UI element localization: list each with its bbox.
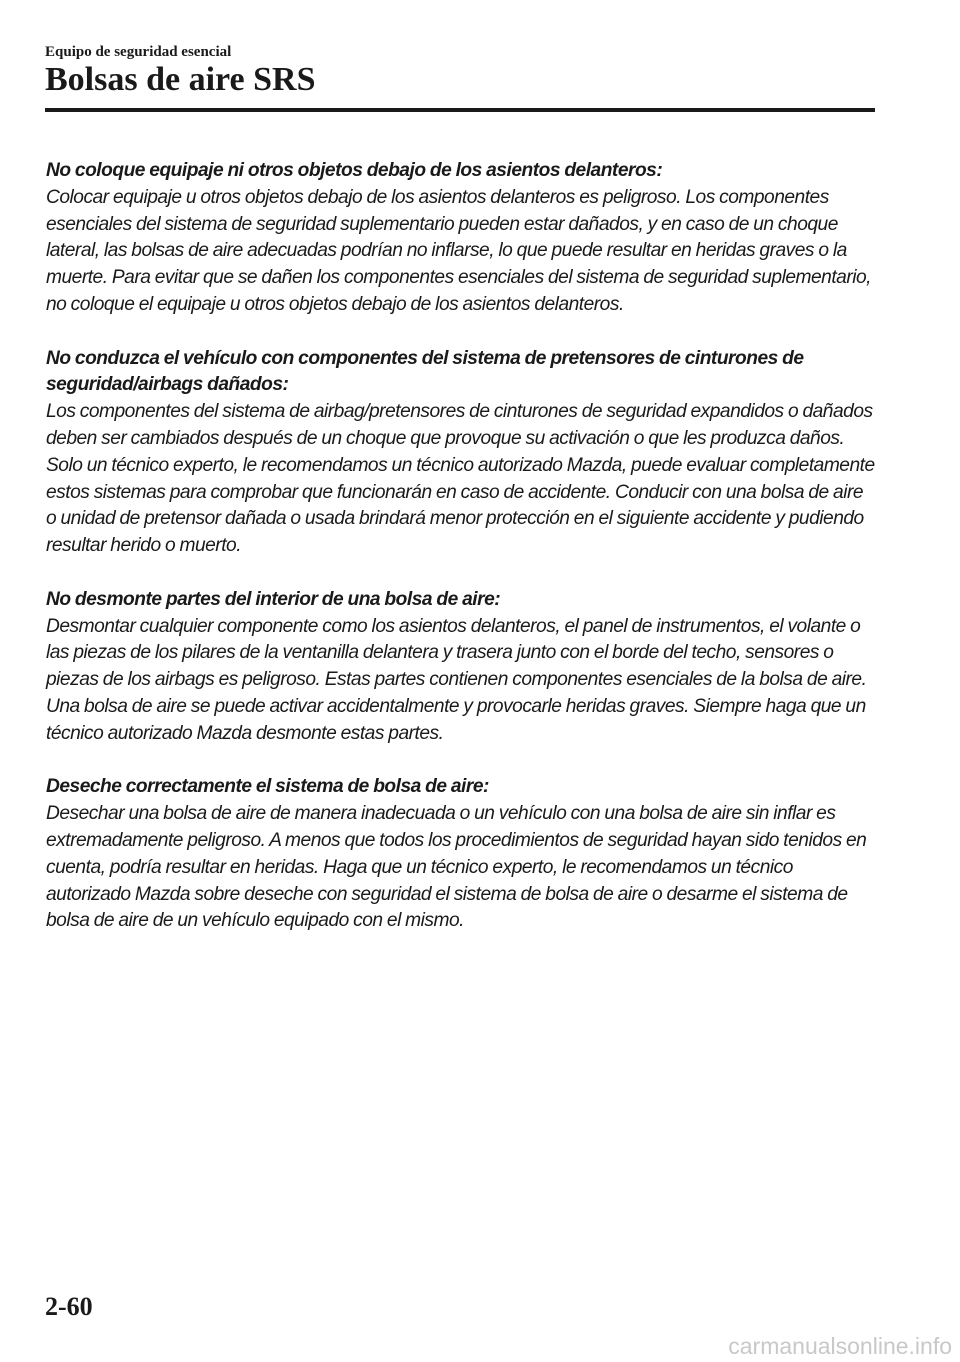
warning-body: Desmontar cualquier componente como los asientos delanteros, el panel de instrumentos, el volante o las piezas de los pilares de la ventanilla delantera y trasera junto con el borde del techo, sensores o piezas de los airbags es peligroso. Estas partes contienen componentes esenciales de la bolsa de aire. Una bolsa de aire se puede activar accidentalmente y provocarle heridas graves. Siempre haga que un técnico autorizado Mazda desmonte estas partes.	[46, 615, 867, 744]
watermark: carmanualsonline.info	[728, 1333, 952, 1359]
warning-body: Los componentes del sistema de airbag/pretensores de cinturones de seguridad expandidos o dañados deben ser cambiados después de un choque que provoque su activación o que les produzca daños. Solo un técnico experto, le recomendamos un técnico autorizado Mazda, puede evaluar completamente estos sistemas para comprobar que funcionarán en caso de accidente. Conducir con una bolsa de aire o unidad de pretensor dañada o usada brindará menor protección en el siguiente accidente y pudiendo resultar herido o muerto.	[46, 401, 875, 557]
warning-block-luggage	[46, 158, 876, 319]
warning-content	[46, 158, 876, 962]
section-label: Equipo de seguridad esencial	[45, 44, 232, 60]
warning-body: Colocar equipaje u otros objetos debajo de los asientos delanteros es peligroso. Los componentes esenciales del sistema de seguridad suplementario pueden estar dañados, y en caso de un choque lateral, las bolsas de aire adecuadas podrían no inflarse, lo que puede resultar en heridas graves o la muerte. Para evitar que se dañen los componentes esenciales del sistema de seguridad suplementario, no coloque el equipaje u otros objetos debajo de los asientos delanteros.	[46, 186, 872, 315]
warning-block-disassembly	[46, 587, 876, 748]
warning-block-disposal	[46, 774, 876, 935]
warning-heading: Deseche correctamente el sistema de bolsa de aire:	[46, 776, 489, 798]
warning-heading: No conduzca el vehículo con componentes del sistema de pretensores de cinturones de seguridad/airbags dañados:	[46, 347, 804, 396]
page-number: 2-60	[45, 1292, 93, 1321]
header-rule	[45, 108, 875, 112]
warning-heading: No coloque equipaje ni otros objetos debajo de los asientos delanteros:	[46, 160, 663, 181]
page-title: Bolsas de aire SRS	[45, 61, 316, 98]
warning-heading: No desmonte partes del interior de una bolsa de aire:	[46, 588, 501, 610]
warning-block-damaged-components	[46, 346, 876, 560]
warning-body: Desechar una bolsa de aire de manera inadecuada o un vehículo con una bolsa de aire sin inflar es extremadamente peligroso. A menos que todos los procedimientos de seguridad hayan sido tenidos en cuenta, podría resultar en heridas. Haga que un técnico experto, le recomendamos un técnico autorizado Mazda sobre deseche con seguridad el sistema de bolsa de aire o desarme el sistema de bolsa de aire de un vehículo equipado con el mismo.	[46, 803, 867, 932]
